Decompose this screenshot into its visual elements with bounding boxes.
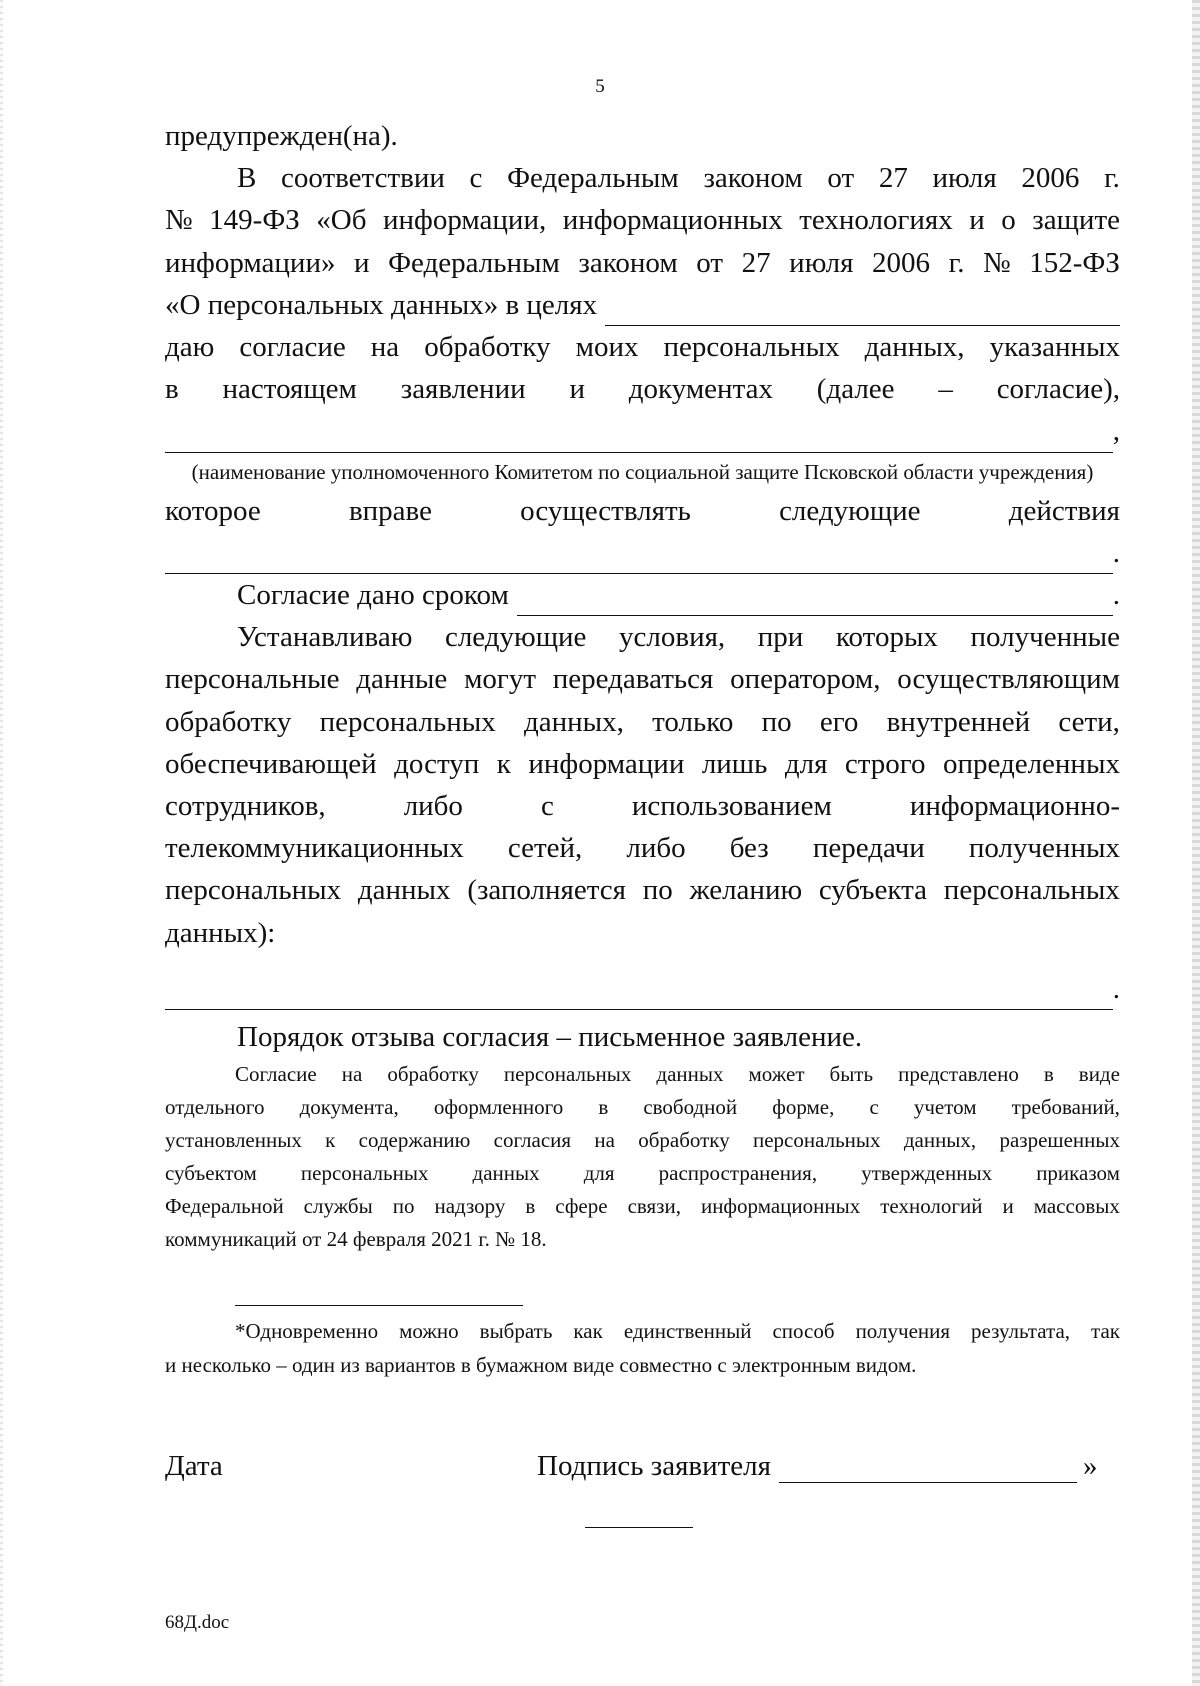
note-line	[165, 1091, 1120, 1124]
term-blank-line	[517, 587, 1113, 616]
note-line: коммуникаций от 24 февраля 2021 г. № 18.	[165, 1227, 547, 1252]
text-line	[165, 157, 1120, 199]
word: обработку	[387, 1062, 479, 1087]
word: персональных	[753, 1128, 881, 1153]
word: учетом	[913, 1095, 977, 1120]
word: оформленного	[433, 1095, 564, 1120]
word: по	[642, 874, 673, 907]
word: 2006	[1021, 162, 1080, 195]
word: так	[1091, 1319, 1120, 1343]
word: в	[165, 373, 179, 406]
word: обработку	[424, 331, 551, 364]
word: и	[569, 373, 585, 406]
word: (заполняется	[467, 874, 626, 907]
text-line	[165, 658, 1120, 700]
word: Федеральной	[165, 1194, 284, 1219]
purpose-row	[165, 284, 1120, 326]
word: обеспечивающей	[165, 747, 377, 780]
word: №	[983, 246, 1011, 279]
word: на	[370, 331, 400, 364]
word: установленных	[165, 1128, 302, 1153]
word: заявлении	[400, 373, 526, 406]
scan-edge-right	[1192, 0, 1200, 1686]
conditions-row	[165, 968, 1120, 1010]
word: Федеральным	[507, 162, 679, 195]
conditions-blank-line	[165, 981, 1113, 1010]
word: свободной	[643, 1095, 738, 1120]
revocation-line: Порядок отзыва согласия – письменное заявление.	[237, 1021, 863, 1054]
text-line	[165, 616, 1120, 658]
word: либо	[403, 790, 463, 823]
word: оператором,	[730, 663, 881, 696]
word: и	[1002, 1194, 1014, 1219]
word: информационных	[700, 1194, 861, 1219]
comma: ,	[1112, 415, 1120, 448]
word: которых	[835, 621, 938, 654]
word: получения	[855, 1319, 951, 1343]
text-line	[165, 869, 1120, 911]
word: единственный	[623, 1319, 752, 1343]
word: субъектом	[165, 1161, 257, 1186]
word: на	[341, 1062, 363, 1087]
word: осуществляющим	[897, 663, 1120, 696]
actions-blank-line	[165, 545, 1113, 574]
word: с	[540, 790, 554, 823]
word: связи,	[627, 1194, 681, 1219]
word: передаваться	[552, 663, 714, 696]
word: законом	[703, 162, 803, 195]
signature-blank-line	[779, 1454, 1077, 1483]
word: либо	[626, 832, 686, 865]
word: согласия	[493, 1128, 572, 1153]
word: передачи	[812, 832, 925, 865]
footnote-line: и несколько – один из вариантов в бумажном виде совместно с электронным видом.	[165, 1353, 917, 1377]
word: документа,	[299, 1095, 399, 1120]
footnote-separator	[235, 1305, 523, 1306]
word: на	[594, 1128, 615, 1153]
text-line	[165, 368, 1120, 410]
word: форме,	[772, 1095, 835, 1120]
word: 27	[878, 162, 908, 195]
word: отдельного	[165, 1095, 265, 1120]
consent-note	[165, 1058, 1120, 1256]
word: следующие	[444, 621, 587, 654]
word: сотрудников,	[165, 790, 326, 823]
word: виде	[1078, 1062, 1120, 1087]
word: персональных	[165, 874, 342, 907]
text-line	[165, 827, 1120, 869]
word: персональных	[503, 1062, 632, 1087]
document-filename: 68Д.doc	[165, 1612, 230, 1633]
word: его	[819, 705, 859, 738]
word: 152-ФЗ	[1029, 246, 1120, 279]
word: июля	[932, 162, 997, 195]
word: службы	[303, 1194, 373, 1219]
word: «Об	[316, 204, 367, 237]
word: информации	[528, 747, 685, 780]
word: можно	[399, 1319, 459, 1343]
end-separator	[585, 1527, 693, 1528]
word: соответствии	[281, 162, 445, 195]
word: могут	[464, 663, 536, 696]
word: персональных	[319, 705, 496, 738]
text-line	[165, 242, 1120, 284]
word: данные	[356, 663, 448, 696]
closing-quote: »	[1082, 1450, 1098, 1482]
document-body	[165, 115, 1120, 1256]
actions-row	[165, 532, 1120, 574]
word: указанных	[989, 331, 1120, 364]
text-line	[165, 785, 1120, 827]
word: данных	[656, 1062, 724, 1087]
note-line	[165, 1157, 1120, 1190]
word: с	[869, 1095, 879, 1120]
word: доступ	[394, 747, 480, 780]
word: данных	[357, 874, 451, 907]
word: результата,	[971, 1319, 1071, 1343]
word: г.	[1104, 162, 1120, 195]
word: *Одновременно	[235, 1319, 379, 1343]
word: по	[392, 1194, 415, 1219]
word: №	[165, 204, 193, 237]
institution-blank-line	[165, 424, 1113, 453]
term-label: Согласие дано сроком	[237, 579, 509, 612]
date-label: Дата	[165, 1450, 223, 1482]
word: (далее	[816, 373, 895, 406]
word: законом	[578, 246, 678, 279]
word: по	[761, 705, 792, 738]
word: при	[757, 621, 804, 654]
period: .	[1112, 972, 1120, 1005]
institution-caption: (наименование уполномоченного Комитетом по социальной защите Псковской области учреждения)	[191, 459, 1094, 484]
word: желанию	[689, 874, 803, 907]
word: к	[325, 1128, 336, 1153]
text-line	[165, 490, 1120, 532]
note-line	[165, 1058, 1120, 1091]
word: с	[469, 162, 483, 195]
word: В	[237, 162, 257, 195]
text-line: данных):	[165, 916, 276, 949]
word: 149-ФЗ	[209, 204, 300, 237]
word: информационных	[562, 204, 783, 237]
word: определенных	[942, 747, 1120, 780]
word: данных,	[523, 705, 624, 738]
term-row	[165, 574, 1120, 616]
word: содержанию	[358, 1128, 471, 1153]
word: строго	[844, 747, 926, 780]
word: может	[748, 1062, 805, 1087]
word: защите	[1032, 204, 1120, 237]
word: быть	[829, 1062, 874, 1087]
word: и	[969, 204, 985, 237]
signature-row	[165, 1450, 1120, 1483]
word: надзору	[434, 1194, 506, 1219]
word: обработку	[165, 705, 292, 738]
word: моих	[575, 331, 639, 364]
word: использованием	[631, 790, 832, 823]
word: –	[938, 373, 953, 406]
word: июля	[789, 246, 854, 279]
word: обработку	[638, 1128, 730, 1153]
word: 2006	[872, 246, 931, 279]
word: сети,	[1058, 705, 1120, 738]
word: внутренней	[886, 705, 1031, 738]
text-line	[165, 701, 1120, 743]
word: которое	[165, 494, 261, 527]
word: г.	[948, 246, 965, 279]
word: персональных	[300, 1161, 429, 1186]
word: персональные	[165, 663, 340, 696]
text-line	[165, 199, 1120, 241]
word: как	[573, 1319, 603, 1343]
word: технологиях	[799, 204, 953, 237]
word: о	[1001, 204, 1016, 237]
word: настоящем	[222, 373, 357, 406]
word: Согласие	[235, 1062, 317, 1087]
word: в	[598, 1095, 609, 1120]
word: технологий	[880, 1194, 983, 1219]
word: действия	[1008, 494, 1120, 527]
text-line	[165, 326, 1120, 368]
word: распространения,	[658, 1161, 818, 1186]
page-number: 5	[595, 76, 605, 97]
word: только	[652, 705, 734, 738]
word: требований,	[1011, 1095, 1120, 1120]
word: от	[827, 162, 855, 195]
word: данных	[472, 1161, 540, 1186]
word: для	[583, 1161, 615, 1186]
word: даю	[165, 331, 215, 364]
word: согласие),	[996, 373, 1120, 406]
word: и	[354, 246, 370, 279]
word: представлено	[898, 1062, 1019, 1087]
text-line	[165, 743, 1120, 785]
word: согласие	[239, 331, 346, 364]
word: выбрать	[479, 1319, 553, 1343]
word: информационно-	[909, 790, 1120, 823]
text-line: предупрежден(на).	[165, 120, 398, 152]
word: без	[729, 832, 769, 865]
word: условия,	[619, 621, 726, 654]
word: приказом	[1036, 1161, 1120, 1186]
word: массовых	[1033, 1194, 1120, 1219]
word: Устанавливаю	[237, 621, 413, 654]
word: в	[1043, 1062, 1054, 1087]
signature-label: Подпись заявителя	[537, 1450, 771, 1482]
purpose-blank-line	[605, 297, 1120, 326]
word: Федеральным	[388, 246, 560, 279]
footnote	[165, 1314, 1120, 1382]
scan-edge-left	[0, 0, 3, 1686]
word: следующие	[779, 494, 921, 527]
word: персональных	[943, 874, 1120, 907]
word: в	[525, 1194, 536, 1219]
word: утвержденных	[861, 1161, 993, 1186]
word: полученные	[970, 621, 1120, 654]
purpose-label: «О персональных данных» в целях	[165, 288, 598, 321]
word: информации»	[165, 246, 336, 279]
note-line	[165, 1124, 1120, 1157]
word: данных,	[864, 331, 965, 364]
word: для	[784, 747, 828, 780]
word: информации,	[382, 204, 547, 237]
word: способ	[772, 1319, 835, 1343]
word: сетей,	[507, 832, 583, 865]
institution-row	[165, 410, 1120, 452]
word: к	[496, 747, 511, 780]
word: персональных	[663, 331, 840, 364]
period: .	[1112, 536, 1120, 569]
period: .	[1112, 579, 1120, 612]
word: вправе	[348, 494, 432, 527]
word: телекоммуникационных	[165, 832, 464, 865]
word: разрешенных	[999, 1128, 1120, 1153]
word: полученных	[968, 832, 1120, 865]
word: данных,	[903, 1128, 977, 1153]
word: осуществлять	[520, 494, 691, 527]
note-line	[165, 1190, 1120, 1223]
word: документах	[628, 373, 773, 406]
word: лишь	[701, 747, 768, 780]
word: 27	[741, 246, 771, 279]
word: субъекта	[818, 874, 928, 907]
word: сфере	[555, 1194, 608, 1219]
word: от	[696, 246, 724, 279]
footnote-line	[165, 1314, 1120, 1348]
